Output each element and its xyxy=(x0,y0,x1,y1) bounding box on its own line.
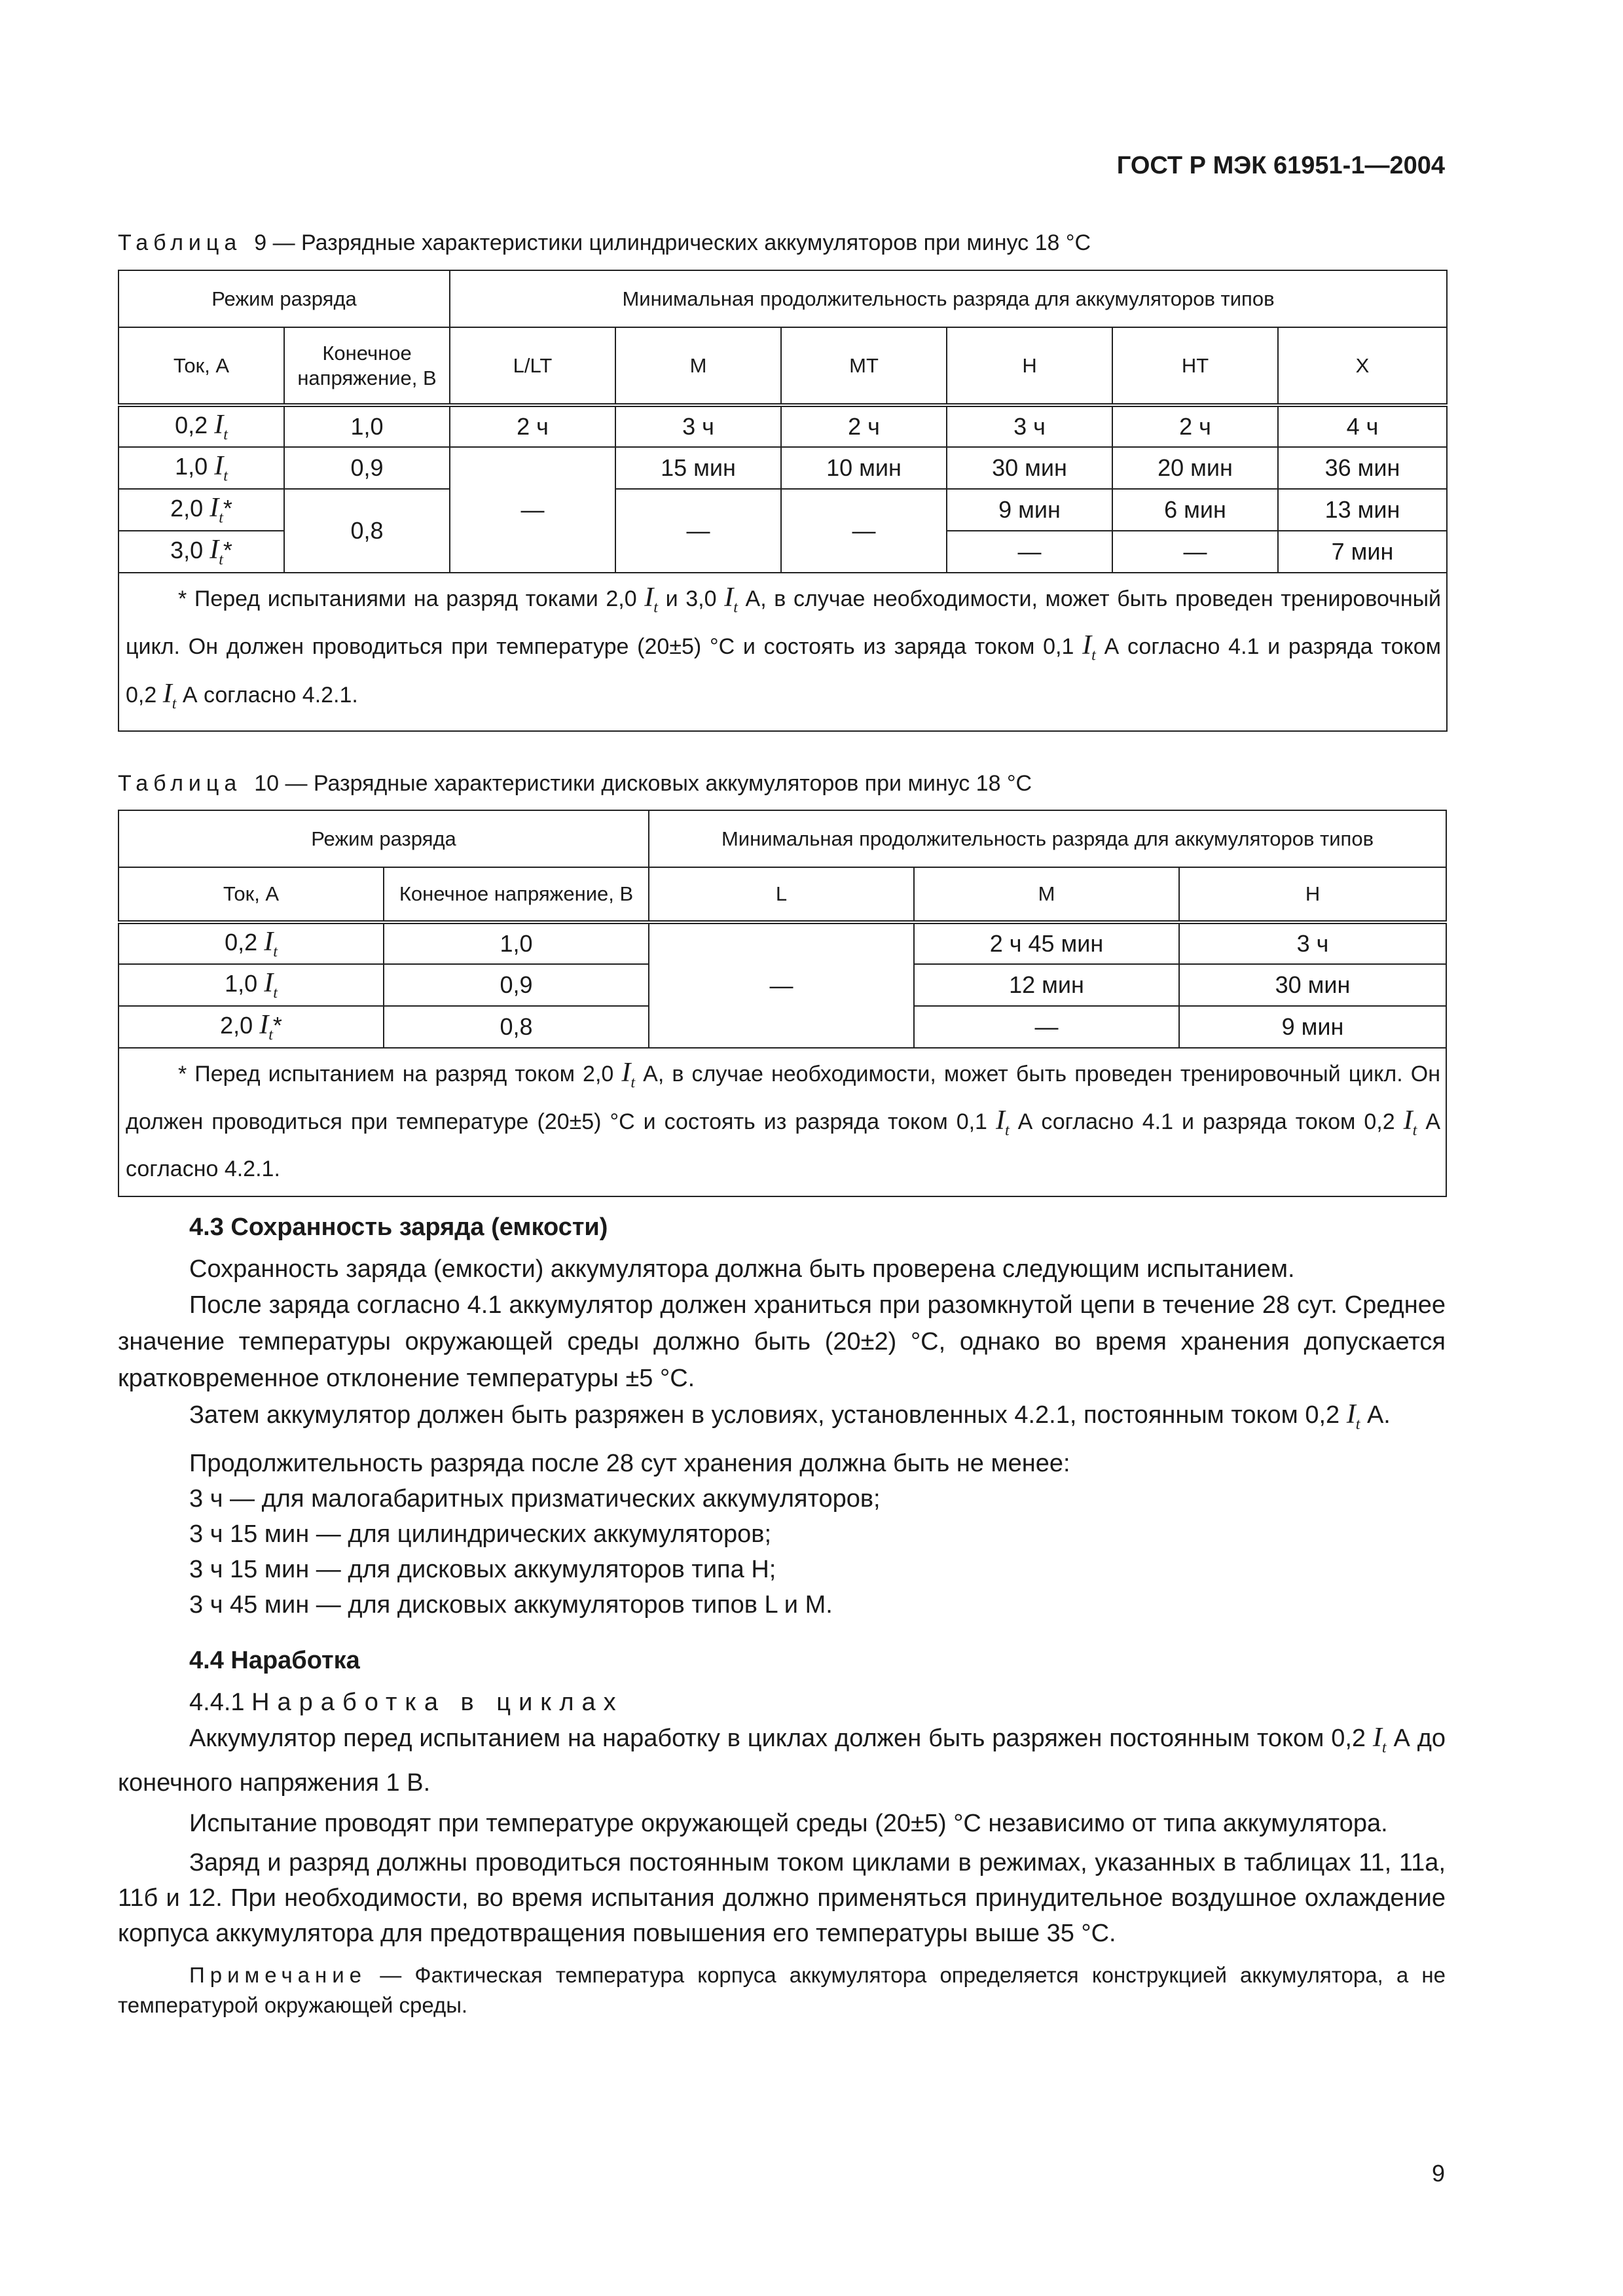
paragraph: Затем аккумулятор должен быть разряжен в условиях, установленных 4.2.1, постоянным током 0,2 $I_t$ А. xyxy=(189,1399,1391,1433)
subsection-title: 4.4.1 Наработка в циклах xyxy=(189,1689,624,1716)
table9-value-cell: 10 мин xyxy=(781,447,947,489)
table9-footnote: * Перед испытаниями на разряд токами 2,0 $I_t$ и 3,0 $I_t$ А, в случае необходимости, может быть проведен тренировочный цикл. Он должен проводиться при температуре (20±5) °С и состоять из заряда током 0,1 $I_t$ А согласно 4.1 и разряда током 0,2 $I_t$ А согласно 4.2.1. xyxy=(119,573,1447,731)
table10-col-type: М xyxy=(914,867,1179,922)
paragraph: Продолжительность разряда после 28 сут хранения должна быть не менее: xyxy=(189,1450,1070,1478)
table9-voltage-cell: 0,8 xyxy=(284,489,450,573)
table9-caption-label: Таблица xyxy=(118,230,242,255)
table10-caption-label: Таблица xyxy=(118,771,242,796)
paragraph: Сохранность заряда (емкости) аккумулятора должна быть проверена следующим испытанием. xyxy=(189,1255,1295,1283)
document-header: ГОСТ Р МЭК 61951-1—2004 xyxy=(1116,152,1445,179)
table10-voltage-cell: 0,9 xyxy=(384,964,649,1006)
table9-value-cell: — xyxy=(947,531,1112,573)
table9-value-cell: 15 мин xyxy=(615,447,781,489)
table9-value-cell: — xyxy=(1112,531,1278,573)
table9-value-cell: — xyxy=(450,447,615,573)
list-item: 3 ч 45 мин — для дисковых аккумуляторов типов L и М. xyxy=(189,1591,833,1619)
table9-col-type: НТ xyxy=(1112,327,1278,405)
table9-value-cell: 3 ч xyxy=(947,405,1112,447)
table-row xyxy=(119,922,1446,964)
table9-col-current: Ток, А xyxy=(119,327,284,405)
table9-current-cell: 3,0 $I_t*$ xyxy=(119,531,284,573)
list-item: 3 ч 15 мин — для цилиндрических аккумуляторов; xyxy=(189,1520,772,1549)
list-item: 3 ч — для малогабаритных призматических аккумуляторов; xyxy=(189,1485,881,1513)
table-row xyxy=(119,447,1447,489)
table9-value-cell: 30 мин xyxy=(947,447,1112,489)
table10-value-cell: 2 ч 45 мин xyxy=(914,922,1179,964)
note: Примечание — Фактическая температура корпуса аккумулятора определяется конструкцией аккумулятора, а не температурой окружающей среды. xyxy=(118,1963,1446,2018)
table9-value-cell: — xyxy=(781,489,947,573)
table9-value-cell: 13 мин xyxy=(1278,489,1447,531)
table10-col-type: L xyxy=(649,867,914,922)
table9-col-type: М xyxy=(615,327,781,405)
table9-value-cell: 6 мин xyxy=(1112,489,1278,531)
table9-value-cell: 9 мин xyxy=(947,489,1112,531)
table9-value-cell: — xyxy=(615,489,781,573)
table9-col-type: Н xyxy=(947,327,1112,405)
table10-voltage-cell: 1,0 xyxy=(384,922,649,964)
table9-value-cell: 2 ч xyxy=(781,405,947,447)
table9-head-mode: Режим разряда xyxy=(119,270,450,327)
section-4-4 xyxy=(118,1643,1446,2020)
table10-head-min: Минимальная продолжительность разряда для аккумуляторов типов xyxy=(649,810,1446,867)
table9-col-type: МТ xyxy=(781,327,947,405)
table9-value-cell: 2 ч xyxy=(450,405,615,447)
table9-value-cell: 36 мин xyxy=(1278,447,1447,489)
table9-col-voltage: Конечное напряжение, В xyxy=(284,327,450,405)
table10-current-cell: 2,0 $I_t*$ xyxy=(119,1006,384,1048)
paragraph: Аккумулятор перед испытанием на наработку в циклах должен быть разряжен постоянным током 0,2 $I_t$ А до конечного напряжения 1 В. xyxy=(118,1723,1446,1797)
table9-value-cell: 4 ч xyxy=(1278,405,1447,447)
table9-head-min: Минимальная продолжительность разряда для аккумуляторов типов xyxy=(450,270,1447,327)
section-4-3-title: 4.3 Сохранность заряда (емкости) xyxy=(189,1213,608,1241)
table10-value-cell: — xyxy=(649,922,914,1048)
section-4-3 xyxy=(118,1210,1446,1623)
table10-caption-text: 10 — Разрядные характеристики дисковых аккумуляторов при минус 18 °С xyxy=(254,771,1032,796)
table9-voltage-cell: 0,9 xyxy=(284,447,450,489)
section-4-4-title: 4.4 Наработка xyxy=(189,1647,360,1674)
table-row xyxy=(119,405,1447,447)
paragraph: Заряд и разряд должны проводиться постоянным током циклами в режимах, указанных в таблицах 11, 11а, 11б и 12. При необходимости, во время испытания должно применяться принудительное воздушное охлаждение корпуса аккумулятора для предотвращения повышения его температуры выше 35 °С. xyxy=(118,1849,1446,1948)
table10-value-cell: 12 мин xyxy=(914,964,1179,1006)
table10-col-type: Н xyxy=(1179,867,1446,922)
table10-value-cell: — xyxy=(914,1006,1179,1048)
table9-current-cell: 2,0 $I_t*$ xyxy=(119,489,284,531)
table10-head-mode: Режим разряда xyxy=(119,810,649,867)
table10-current-cell: 1,0 $I_t$ xyxy=(119,964,384,1006)
table10-value-cell: 30 мин xyxy=(1179,964,1446,1006)
paragraph: После заряда согласно 4.1 аккумулятор должен храниться при разомкнутой цепи в течение 28 сут. Среднее значение температуры окружающей среды должно быть (20±2) °С, однако во время хранения допускается кратковременное отклонение температуры ±5 °С. xyxy=(118,1291,1446,1392)
table10-col-voltage: Конечное напряжение, В xyxy=(384,867,649,922)
table9-col-type: Х xyxy=(1278,327,1447,405)
table10-footnote: * Перед испытанием на разряд током 2,0 $I_t$ А, в случае необходимости, может быть проведен тренировочный цикл. Он должен проводиться при температуре (20±5) °С и состоять из разряда током 0,1 $I_t$ А согласно 4.1 и разряда током 0,2 $I_t$ А согласно 4.2.1. xyxy=(119,1048,1446,1196)
table10 xyxy=(118,810,1447,1197)
table9-value-cell: 20 мин xyxy=(1112,447,1278,489)
table9-current-cell: 1,0 $I_t$ xyxy=(119,447,284,489)
page-number: 9 xyxy=(1431,2160,1445,2187)
table9-col-type: L/LT xyxy=(450,327,615,405)
table10-caption xyxy=(118,771,1032,797)
paragraph: Испытание проводят при температуре окружающей среды (20±5) °С независимо от типа аккумулятора. xyxy=(189,1810,1388,1838)
table9-value-cell: 7 мин xyxy=(1278,531,1447,573)
table10-col-current: Ток, А xyxy=(119,867,384,922)
table9-value-cell: 2 ч xyxy=(1112,405,1278,447)
table9-caption xyxy=(118,230,1091,256)
table9-current-cell: 0,2 $I_t$ xyxy=(119,405,284,447)
table9-value-cell: 3 ч xyxy=(615,405,781,447)
table9-caption-text: 9 — Разрядные характеристики цилиндрических аккумуляторов при минус 18 °С xyxy=(254,230,1091,255)
table9-voltage-cell: 1,0 xyxy=(284,405,450,447)
list-item: 3 ч 15 мин — для дисковых аккумуляторов типа Н; xyxy=(189,1556,776,1584)
table-row xyxy=(119,489,1447,531)
table10-current-cell: 0,2 $I_t$ xyxy=(119,922,384,964)
table10-value-cell: 3 ч xyxy=(1179,922,1446,964)
table10-value-cell: 9 мин xyxy=(1179,1006,1446,1048)
table9 xyxy=(118,270,1448,732)
table10-voltage-cell: 0,8 xyxy=(384,1006,649,1048)
